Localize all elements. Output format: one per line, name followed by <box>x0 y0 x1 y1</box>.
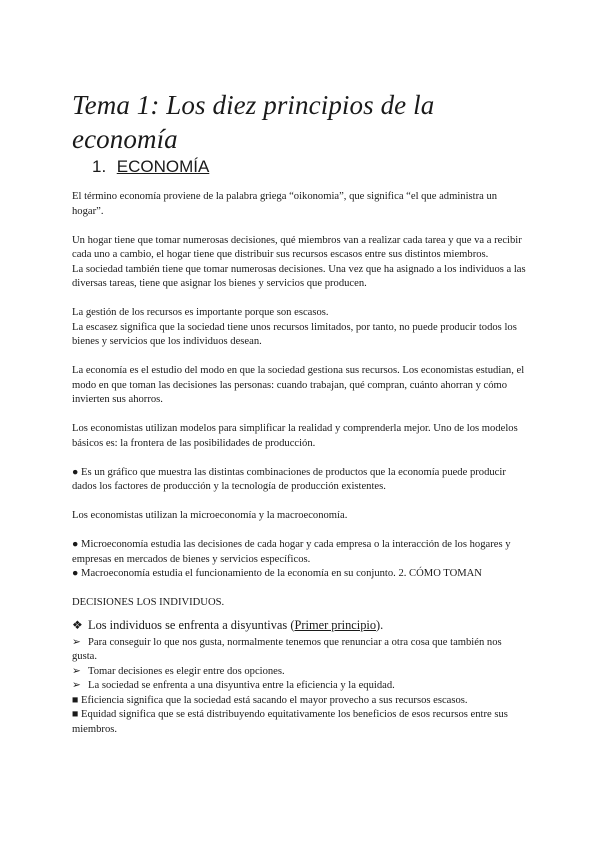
document-body <box>72 190 528 737</box>
paragraph-etymology: El término economía proviene de la palabra griega “oikonomia”, que significa “el que administra un hogar”. <box>72 191 498 217</box>
square-item-efficiency: ■ Eficiencia significa que la sociedad está sacando el mayor provecho a sus recursos escasos. <box>72 694 468 706</box>
paragraph-micro-macro: Los economistas utilizan la microeconomía y la macroeconomía. <box>72 510 348 521</box>
paragraph-household: Un hogar tiene que tomar numerosas decisiones, qué miembros van a realizar cada tarea y que va a recibir cada uno a cambio, el hogar tiene que distribuir sus recursos escasos entre sus distintos miembros. <box>72 234 522 260</box>
arrow-item-3 <box>72 679 528 694</box>
section-heading-decisions: DECISIONES LOS INDIVIDUOS. <box>72 597 225 608</box>
section-title: ECONOMÍA <box>116 157 210 176</box>
paragraph-scarcity: La escasez significa que la sociedad tiene unos recursos limitados, por tanto, no puede producir todos los bienes y servicios que los individuos desean. <box>72 321 517 347</box>
arrow-item-text: La sociedad se enfrenta a una disyuntiva entre la eficiencia y la equidad. <box>88 680 395 691</box>
paragraph-models: Los economistas utilizan modelos para simplificar la realidad y comprenderla mejor. Uno de los modelos básicos es: la frontera de las posibilidades de producción. <box>72 423 518 449</box>
document-title: Tema 1: Los diez principios de la economía <box>72 90 435 154</box>
arrow-item-text: Para conseguir lo que nos gusta, normalmente tenemos que renunciar a otra cosa que también nos gusta. <box>72 636 502 662</box>
principle-item <box>72 617 528 634</box>
principle-text: Los individuos se enfrenta a disyuntivas ( <box>88 617 295 632</box>
section-heading-economia <box>92 156 528 178</box>
principle-text-end: ). <box>376 617 384 632</box>
paragraph-resources: La gestión de los recursos es importante porque son escasos. <box>72 307 329 318</box>
square-item-equity: ■ Equidad significa que se está distribuyendo equitativamente los beneficios de esos recursos entre sus miembros. <box>72 709 508 735</box>
section-number: 1. <box>92 157 107 176</box>
arrow-bullet-icon: ➢ <box>72 636 81 648</box>
diamond-bullet-icon: ❖ <box>72 617 83 632</box>
paragraph-society: La sociedad también tiene que tomar numerosas decisiones. Una vez que ha asignado a los individuos a las diversas tareas, tiene que asignar los bienes y servicios que producen. <box>72 263 526 289</box>
arrow-item-1 <box>72 636 528 665</box>
arrow-bullet-icon: ➢ <box>72 665 81 677</box>
arrow-item-text: Tomar decisiones es elegir entre dos opciones. <box>88 665 285 677</box>
bullet-microeconomics: ● Microeconomía estudia las decisiones de cada hogar y cada empresa o la interacción de los hogares y empresas en mercados de bienes y servicios específicos. <box>72 539 511 565</box>
paragraph-economics-definition: La economía es el estudio del modo en que la sociedad gestiona sus recursos. Los economistas estudian, el modo en que toman las decisiones las personas: cuando trabajan, qué compran, cuánto ahorran y cómo invierten sus ahorros. <box>72 365 525 405</box>
bullet-ppf-graph: ● Es un gráfico que muestra las distintas combinaciones de productos que la economía puede producir dados los factores de producción y la tecnología de producción existentes. <box>72 466 506 492</box>
arrow-bullet-icon: ➢ <box>72 680 81 691</box>
bullet-macroeconomics: ● Macroeconomía estudia el funcionamiento de la economía en su conjunto. 2. CÓMO TOMAN <box>72 568 482 579</box>
arrow-item-2 <box>72 665 528 680</box>
principle-link: Primer principio <box>294 617 377 632</box>
